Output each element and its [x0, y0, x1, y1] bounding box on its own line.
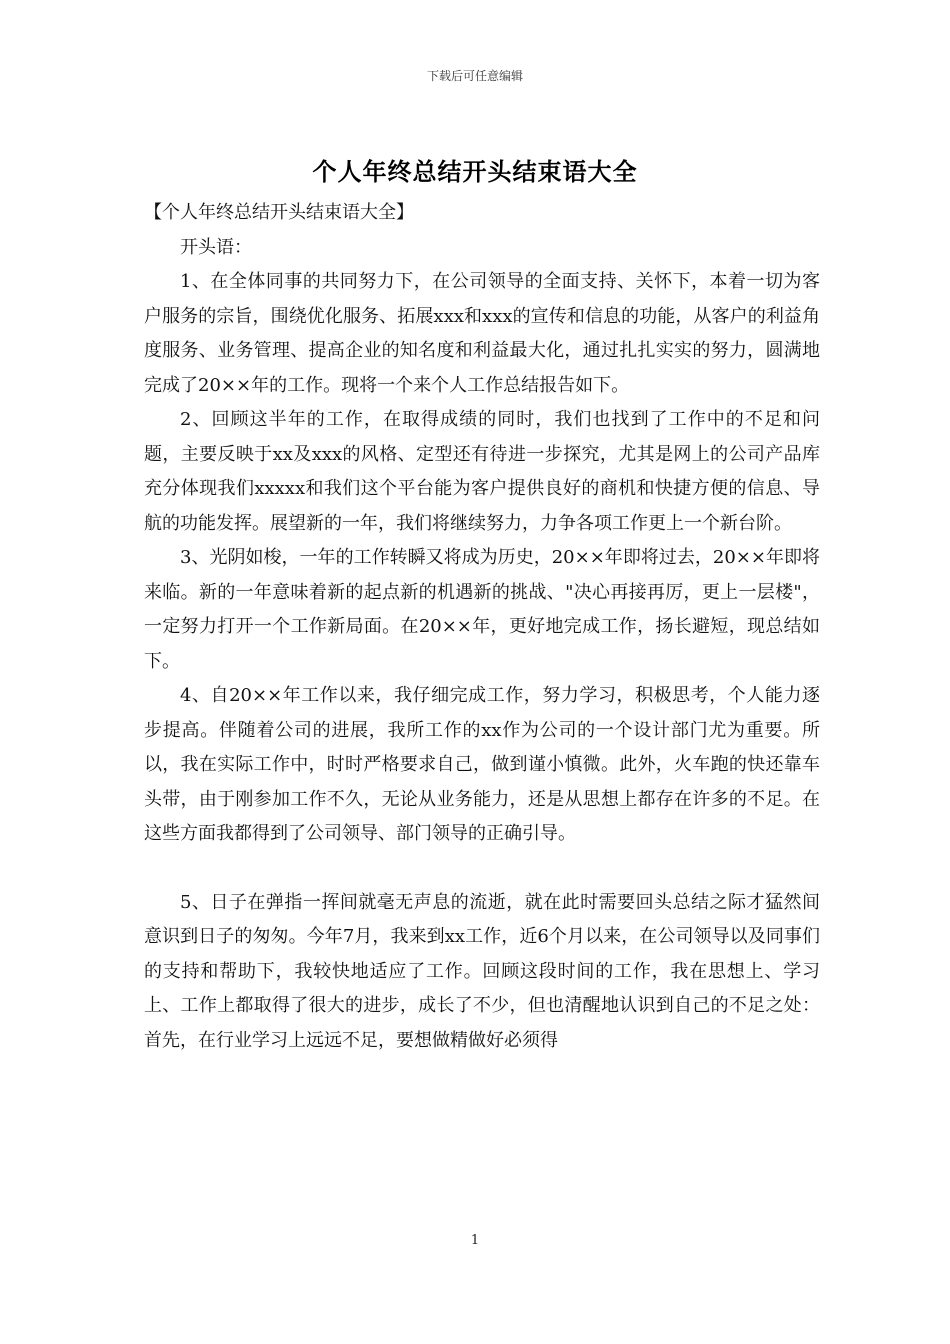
paragraph-3: 3、光阴如梭，一年的工作转瞬又将成为历史，20××年即将过去，20××年即将来临。新的一年意味着新的起点新的机遇新的挑战、"决心再接再厉，更上一层楼"，一定努力打开一个工作新局面。在20××年，更好地完成工作，扬长避短，现总结如下。	[144, 547, 820, 672]
document-title: 个人年终总结开头结束语大全	[312, 157, 638, 186]
bracket-title: 【个人年终总结开头结束语大全】	[144, 202, 414, 223]
paragraph-5: 5、日子在弹指一挥间就毫无声息的流逝，就在此时需要回头总结之际才猛然间意识到日子的匆匆。今年7月，我来到xx工作，近6个月以来，在公司领导以及同事们的支持和帮助下，我较快地适应了工作。回顾这段时间的工作，我在思想上、学习上、工作上都取得了很大的进步，成长了不少，但也清醒地认识到自己的不足之处：首先，在行业学习上远远不足，要想做精做好必须得	[144, 891, 820, 1051]
page-header: 下载后可任意编辑	[426, 69, 523, 83]
paragraph-2: 2、回顾这半年的工作，在取得成绩的同时，我们也找到了工作中的不足和问题，主要反映于xx及xxx的风格、定型还有待进一步探究，尤其是网上的公司产品库充分体现我们xxxxx和我们这个平台能为客户提供良好的商机和快捷方便的信息、导航的功能发挥。展望新的一年，我们将继续努力，力争各项工作更上一个新台阶。	[144, 409, 820, 534]
page-number: 1	[470, 1233, 480, 1248]
paragraph-1: 1、在全体同事的共同努力下，在公司领导的全面支持、关怀下，本着一切为客户服务的宗旨，围绕优化服务、拓展xxx和xxx的宣传和信息的功能，从客户的利益角度服务、业务管理、提高企业的知名度和利益最大化，通过扎扎实实的努力，圆满地完成了20××年的工作。现将一个来个人工作总结报告如下。	[144, 271, 820, 396]
document-body	[144, 196, 820, 1058]
section-label: 开头语：	[180, 236, 252, 258]
paragraph-4: 4、自20××年工作以来，我仔细完成工作，努力学习，积极思考，个人能力逐步提高。伴随着公司的进展，我所工作的xx作为公司的一个设计部门尤为重要。所以，我在实际工作中，时时严格要求自己，做到谨小慎微。此外，火车跑的快还靠车头带，由于刚参加工作不久，无论从业务能力，还是从思想上都存在许多的不足。在这些方面我都得到了公司领导、部门领导的正确引导。	[144, 685, 820, 844]
